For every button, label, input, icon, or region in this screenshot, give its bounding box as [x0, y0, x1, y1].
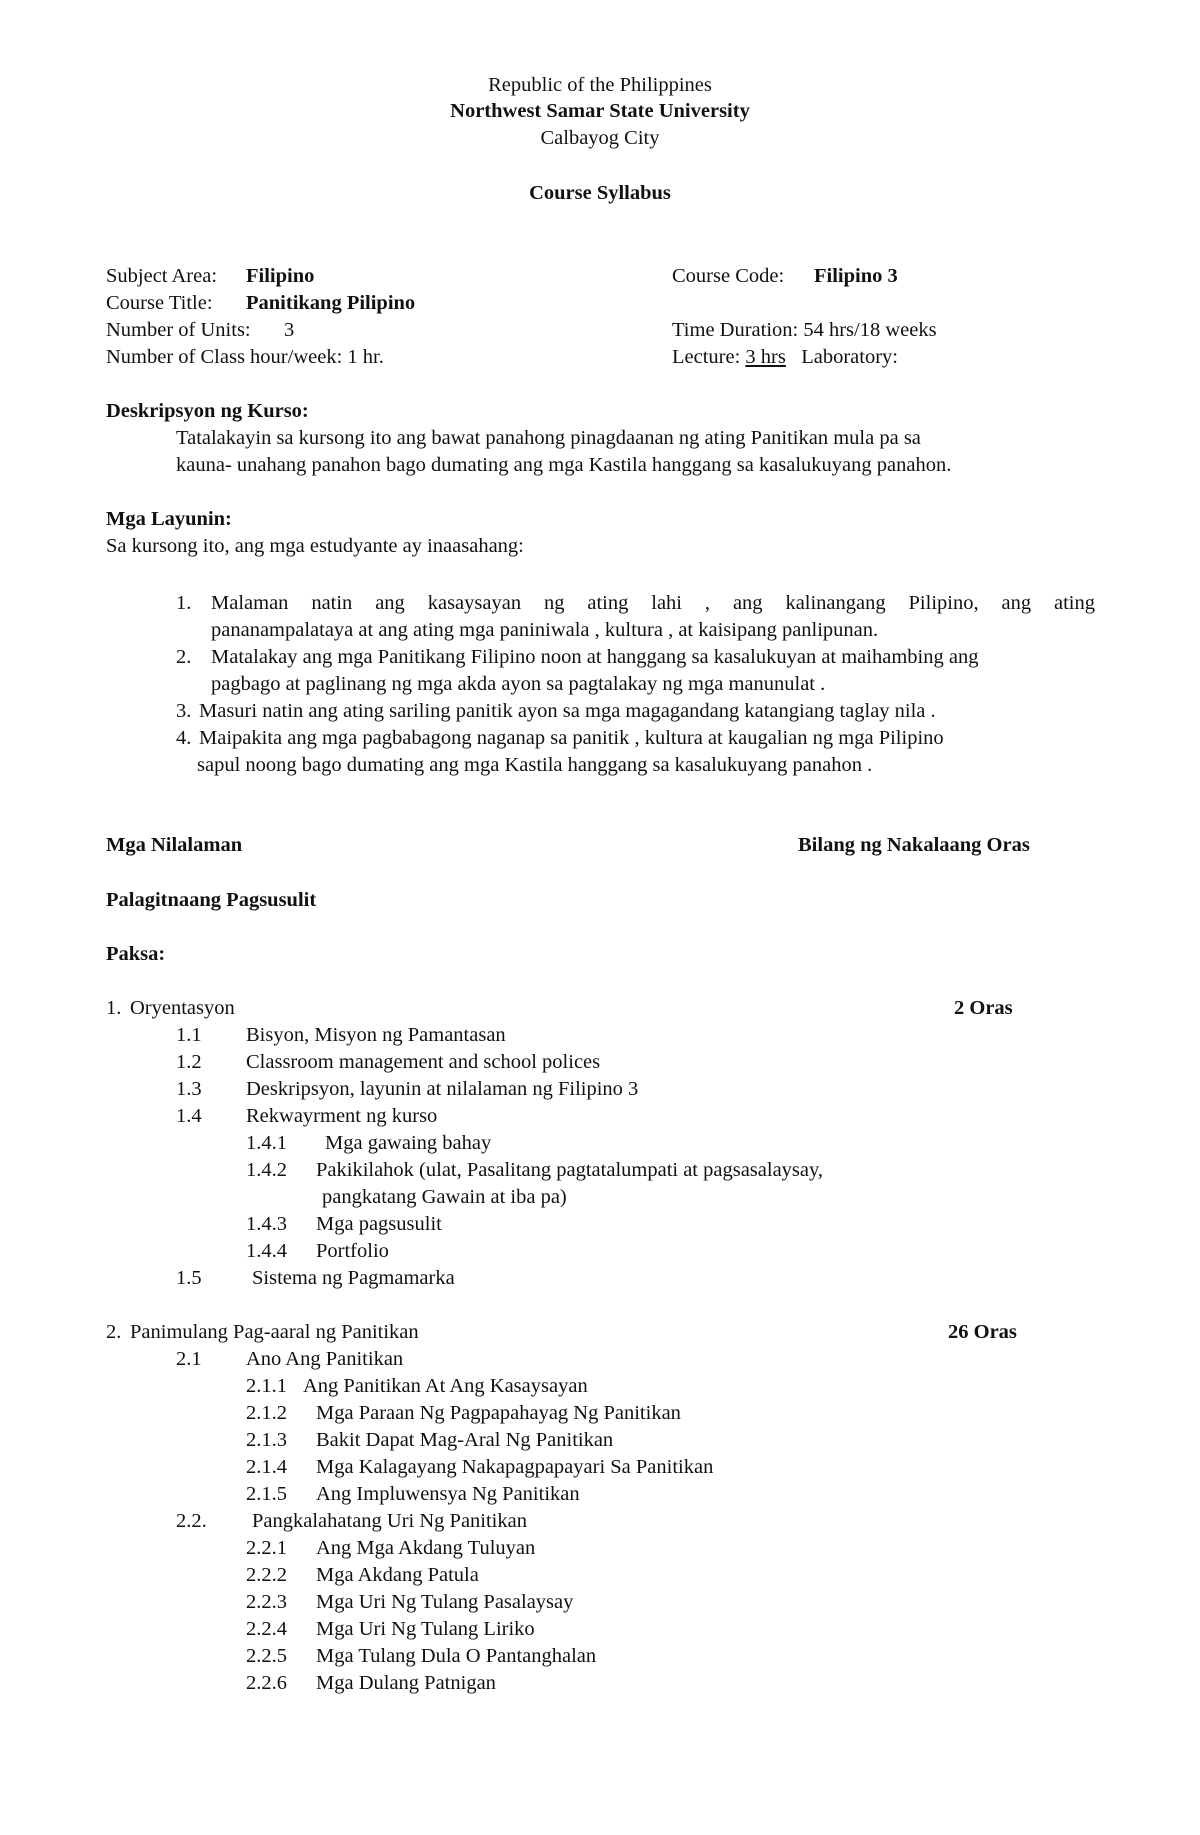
subtopic-title: Mga pagsusulit — [316, 1213, 442, 1235]
subtopic-number: 2.1.3 — [246, 1429, 287, 1451]
subtopic-title: Bisyon, Misyon ng Pamantasan — [246, 1024, 506, 1046]
description-line-2: kauna- unahang panahon bago dumating ang mga Kastila hanggang sa kasalukuyang panahon. — [176, 454, 952, 476]
subtopic-title: Ang Mga Akdang Tuluyan — [316, 1537, 536, 1559]
objective-item-3-line-1: Masuri natin ang ating sariling panitik ayon sa mga magagandang katangiang taglay nila . — [199, 700, 936, 722]
objective-item-4-line-1: Maipakita ang mga pagbabagong naganap sa panitik , kultura at kaugalian ng mga Pilipino — [199, 727, 944, 749]
course-code-label: Course Code: — [672, 265, 785, 287]
subtopic-title: Sistema ng Pagmamarka — [252, 1267, 455, 1289]
topic-title: Panimulang Pag-aaral ng Panitikan — [130, 1321, 419, 1343]
subtopic-number: 1.5 — [176, 1267, 202, 1289]
topic-hours: 26 Oras — [948, 1321, 1017, 1343]
course-title-value: Panitikang Pilipino — [246, 292, 416, 314]
subtopic-number: 2.2. — [176, 1510, 207, 1532]
subtopic-number: 2.1.1 — [246, 1375, 287, 1397]
subtopic-number: 2.2.5 — [246, 1645, 287, 1667]
subtopic-number: 1.4.3 — [246, 1213, 287, 1235]
subtopic-title: Mga Uri Ng Tulang Pasalaysay — [316, 1591, 574, 1613]
subject-area-label: Subject Area: — [106, 265, 218, 287]
subtopic-title: Ang Panitikan At Ang Kasaysayan — [303, 1375, 588, 1397]
objectives-intro: Sa kursong ito, ang mga estudyante ay inaasahang: — [106, 535, 524, 557]
subtopic-title: Mga gawaing bahay — [325, 1132, 492, 1154]
objective-number: 3. — [176, 700, 192, 722]
objective-item-2-line-1: Matalakay ang mga Panitikang Filipino noon at hanggang sa kasalukuyan at maihambing ang — [211, 646, 979, 668]
subtopic-title: Mga Dulang Patnigan — [316, 1672, 496, 1694]
subtopic-number: 2.2.2 — [246, 1564, 287, 1586]
objective-item-1-line-1: Malaman natin ang kasaysayan ng ating lahi , ang kalinangang Pilipino, ang ating — [211, 592, 1095, 614]
subtopic-number: 2.1.2 — [246, 1402, 287, 1424]
subtopic-number: 2.1.4 — [246, 1456, 287, 1478]
subtopic-title: Mga Akdang Patula — [316, 1564, 479, 1586]
objective-item-1-line-2: pananampalataya at ang ating mga paniniwala , kultura , at kaisipang panlipunan. — [211, 619, 879, 641]
subtopic-number: 2.2.1 — [246, 1537, 287, 1559]
objective-number: 4. — [176, 727, 192, 749]
objective-item-2-line-2: pagbago at paglinang ng mga akda ayon sa pagtalakay ng mga manunulat . — [211, 673, 826, 695]
course-code-value: Filipino 3 — [814, 265, 898, 287]
subtopic-number: 1.4.1 — [246, 1132, 287, 1154]
subtopic-title: Rekwayrment ng kurso — [246, 1105, 438, 1127]
subtopic-number: 2.2.6 — [246, 1672, 287, 1694]
subtopic-title: Bakit Dapat Mag-Aral Ng Panitikan — [316, 1429, 614, 1451]
lecture-line — [672, 344, 898, 371]
subtopic-number: 2.1 — [176, 1348, 202, 1370]
objective-number: 1. — [176, 592, 192, 614]
laboratory-label: Laboratory: — [801, 346, 898, 368]
topic-title: Oryentasyon — [130, 997, 235, 1019]
objective-item-4-line-2: sapul noong bago dumating ang mga Kastila hanggang sa kasalukuyang panahon . — [197, 754, 873, 776]
subtopic-title-continued: pangkatang Gawain at iba pa) — [322, 1186, 567, 1208]
subtopic-number: 2.2.3 — [246, 1591, 287, 1613]
time-duration: Time Duration: 54 hrs/18 weeks — [672, 319, 937, 341]
lecture-label: Lecture: — [672, 346, 741, 368]
subtopic-title: Mga Tulang Dula O Pantanghalan — [316, 1645, 597, 1667]
subtopic-number: 2.2.4 — [246, 1618, 287, 1640]
lecture-value: 3 hrs — [745, 346, 786, 368]
subtopic-title: Portfolio — [316, 1240, 389, 1262]
subtopic-title: Classroom management and school polices — [246, 1051, 601, 1073]
description-heading: Deskripsyon ng Kurso: — [106, 400, 309, 422]
republic-line: Republic of the Philippines — [488, 74, 712, 96]
subtopic-title: Ang Impluwensya Ng Panitikan — [316, 1483, 580, 1505]
subtopic-title: Mga Paraan Ng Pagpapahayag Ng Panitikan — [316, 1402, 681, 1424]
university-name: Northwest Samar State University — [450, 100, 750, 122]
subtopic-title: Pakikilahok (ulat, Pasalitang pagtatalumpati at pagsasalaysay, — [316, 1159, 824, 1181]
class-hour: Number of Class hour/week: 1 hr. — [106, 346, 384, 368]
subtopic-number: 1.2 — [176, 1051, 202, 1073]
subtopic-title: Deskripsyon, layunin at nilalaman ng Filipino 3 — [246, 1078, 639, 1100]
city-line: Calbayog City — [540, 127, 660, 149]
description-line-1: Tatalakayin sa kursong ito ang bawat panahong pinagdaanan ng ating Panitikan mula pa sa — [176, 427, 921, 449]
topic-number: 1. — [106, 997, 122, 1019]
units-label: Number of Units: — [106, 319, 251, 341]
subtopic-title: Mga Uri Ng Tulang Liriko — [316, 1618, 535, 1640]
topic-label: Paksa: — [106, 943, 166, 965]
midterm-heading: Palagitnaang Pagsusulit — [106, 889, 317, 911]
subtopic-number: 1.3 — [176, 1078, 202, 1100]
topic-number: 2. — [106, 1321, 122, 1343]
objectives-heading: Mga Layunin: — [106, 508, 232, 530]
subtopic-number: 1.4 — [176, 1105, 202, 1127]
units-value: 3 — [284, 319, 295, 341]
subject-area-value: Filipino — [246, 265, 315, 287]
subtopic-title: Ano Ang Panitikan — [246, 1348, 404, 1370]
subtopic-number: 2.1.5 — [246, 1483, 287, 1505]
document-title: Course Syllabus — [529, 182, 671, 204]
subtopic-number: 1.4.2 — [246, 1159, 287, 1181]
objective-number: 2. — [176, 646, 192, 668]
contents-heading: Mga Nilalaman — [106, 834, 243, 856]
subtopic-number: 1.4.4 — [246, 1240, 287, 1262]
subtopic-title: Mga Kalagayang Nakapagpapayari Sa Panitikan — [316, 1456, 714, 1478]
subtopic-number: 1.1 — [176, 1024, 202, 1046]
course-title-label: Course Title: — [106, 292, 213, 314]
topic-hours: 2 Oras — [954, 997, 1013, 1019]
subtopic-title: Pangkalahatang Uri Ng Panitikan — [252, 1510, 527, 1532]
hours-heading: Bilang ng Nakalaang Oras — [798, 834, 1030, 856]
